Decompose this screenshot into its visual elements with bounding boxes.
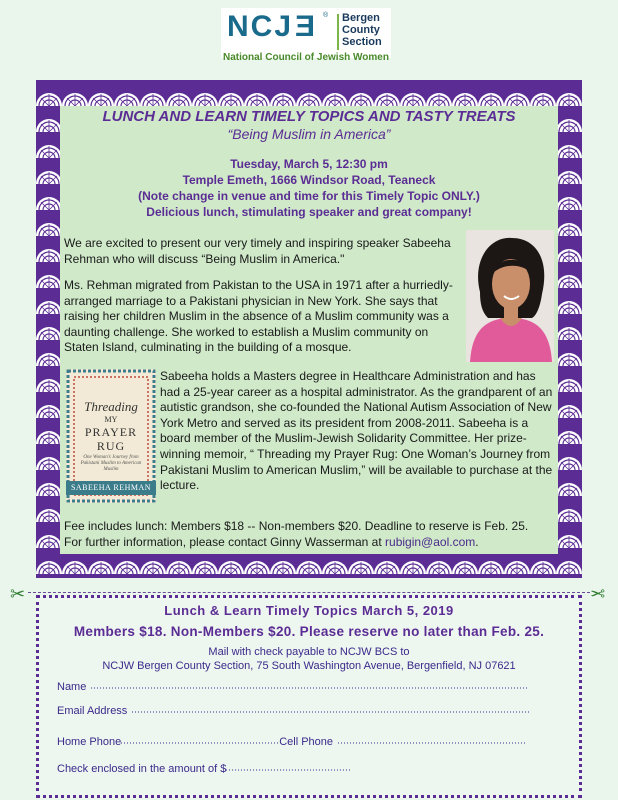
email-blank: [130, 710, 530, 714]
scissors-right-icon: ✂: [590, 584, 606, 604]
ncjw-logo: [221, 8, 391, 66]
coupon-title: Lunch & Learn Timely Topics March 5, 2019: [164, 603, 454, 618]
book-title-line3: PRAYER: [84, 425, 138, 439]
book-author: SABEEHA REHMAN: [70, 483, 152, 492]
cell-phone-blank[interactable]: [336, 741, 526, 745]
coupon-mailing: Mail with check payable to NCJW BCS to NCJW Bergen County Section, 75 South Washington Avenue, Bergenfield, NJ 07621: [102, 646, 516, 672]
coupon-pricing: Members $18. Non-Members $20. Please reserve no later than Feb. 25.: [73, 624, 545, 639]
cell-phone-label: Cell Phone: [279, 736, 334, 748]
flyer-subtitle: “Being Muslim in America”: [227, 126, 391, 142]
logo-tagline: National Council of Jewish Women: [223, 52, 389, 63]
speaker-photo: [466, 230, 554, 362]
bio-paragraph: Ms. Rehman migrated from Pakistan to the USA in 1971 after a hurriedly-arranged marriage to a Pakistani physician in New York. She says that raising her children Muslim in the absence of a Muslim community was a daunting challenge. She worked to establish a Muslim community on Staten Island, culminating in the building of a mosque.: [64, 278, 453, 355]
fee-info: [64, 519, 554, 550]
book-title-line1: Threading: [84, 399, 138, 414]
book-title-line2: MY: [104, 415, 118, 424]
event-tagline: Delicious lunch, stimulating speaker and great company!: [146, 205, 472, 219]
fee-line: Fee includes lunch: Members $18 -- Non-members $20. Deadline to reserve is Feb. 25.: [64, 519, 529, 533]
name-label: Name: [57, 681, 87, 693]
email-label: Email Address: [57, 705, 128, 717]
intro-paragraph: We are excited to present our very timely and inspiring speaker Sabeeha Rehman who will discuss “Being Muslim in America.": [64, 236, 451, 266]
logo-ncj: NCJE: [227, 10, 316, 43]
book-tagline: One Woman’s Journey from Pakistani Muslim to American Muslim: [80, 455, 142, 472]
event-details: [60, 156, 558, 220]
check-amount-label: Check enclosed in the amount of $: [57, 763, 227, 775]
name-field[interactable]: [57, 681, 529, 693]
home-phone-field[interactable]: [57, 736, 526, 748]
check-amount-blank: [226, 768, 352, 772]
cut-line: [28, 592, 590, 593]
event-note: (Note change in venue and time for this Timely Topic ONLY.): [138, 189, 480, 203]
flyer-title: LUNCH AND LEARN TIMELY TOPICS AND TASTY TREATS: [102, 108, 516, 125]
event-date: Tuesday, March 5, 12:30 pm: [230, 157, 388, 171]
logo-registered: ®: [323, 12, 329, 19]
logo-section: Bergen County Section: [342, 12, 382, 48]
contact-email-link[interactable]: rubigin@aol.com: [385, 534, 476, 549]
home-phone-blank: [121, 741, 279, 745]
book-cover: [66, 369, 156, 503]
career-paragraph: Sabeeha holds a Masters degree in Healthcare Administration and has had a 25-year career as a hospital administrator. As the grandparent of an autistic grandson, she co-founded the National Autism Association of New York Metro and served as its president from 2008-2011. Sabeeha is a board member of the Muslim-Jewish Solidarity Committee. Her prize-winning memoir, “ Threading my Prayer Rug: One Woman’s Journey from Pakistani Muslim to American Muslim,” will be available to purchase at the lecture.: [160, 369, 553, 493]
check-amount-field[interactable]: [57, 763, 352, 775]
name-blank: [89, 686, 529, 690]
logo-divider: [337, 14, 339, 50]
scissors-left-icon: ✂: [10, 584, 26, 604]
home-phone-label: Home Phone: [57, 736, 122, 748]
event-venue: Temple Emeth, 1666 Windsor Road, Teaneck: [182, 173, 436, 187]
email-field[interactable]: [57, 705, 530, 717]
book-title-line4: RUG: [96, 439, 126, 453]
contact-line: For further information, please contact Ginny Wasserman at rubigin@aol.com.: [64, 534, 479, 549]
